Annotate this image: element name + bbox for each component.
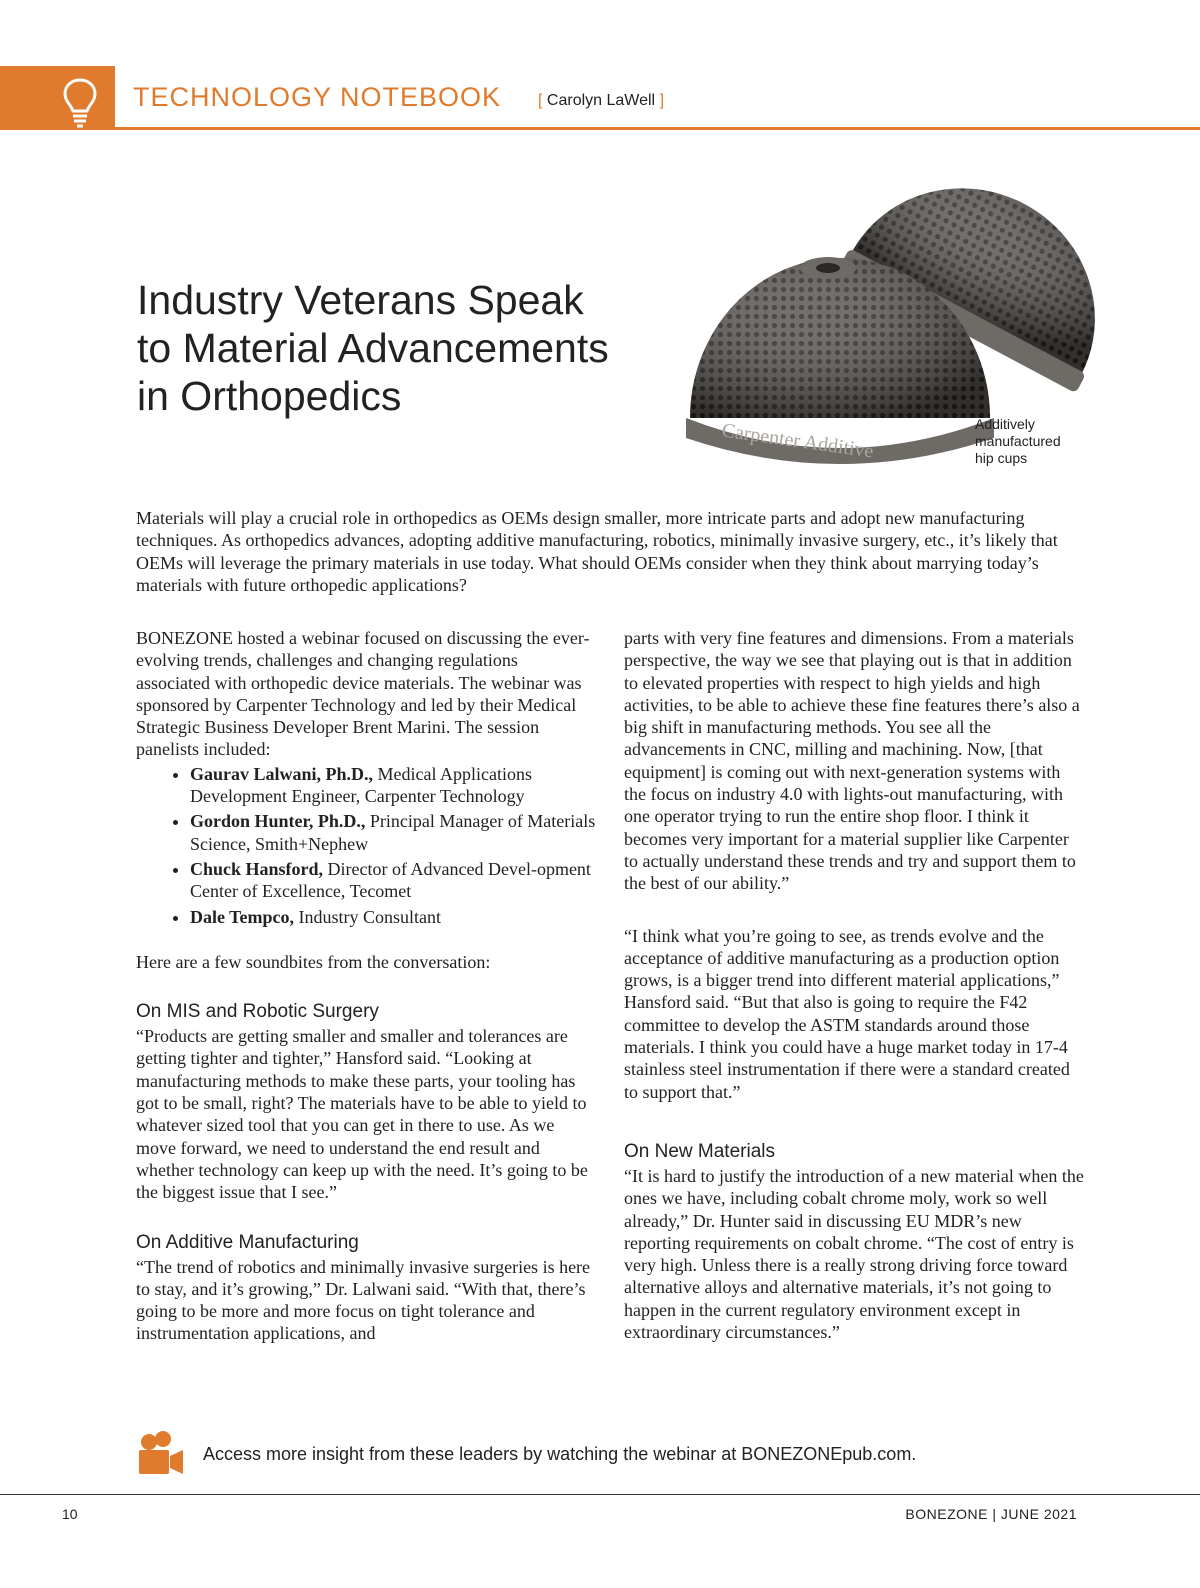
header-rule (0, 127, 1200, 130)
panelist-name: Gordon Hunter, Ph.D., (190, 811, 366, 832)
body-paragraph: parts with very fine features and dimensions. From a materials perspective, the way we see that playing out is that in addition to elevated properties with respect to high yields and high activities, to be able to achieve these fine features there’s also a big shift in manufacturing methods. You see all the advancements in CNC, milling and machining. Now, [that equipment] is coming out with next-generation systems with the focus on industry 4.0 with lights-out manufacturing, with one operator trying to run the entire shop floor. I think it becomes very important for a material supplier like Carpenter to actually understand these trends and try and support them to the best of our ability.” (624, 628, 1080, 894)
caption-line: Additively (975, 416, 1035, 432)
body-paragraph: “I think what you’re going to see, as trends evolve and the acceptance of additive manufacturing as a production option grows, is a bigger trend into different material applications,” Hansford said. “But that also is going to require the F42 committee to develop the ASTM standards around those materials. I think you could have a huge market today in 17-4 stainless steel instrumentation if there were a standard created to support that.” (624, 925, 1070, 1102)
subheading: On Additive Manufacturing (136, 1231, 359, 1253)
body-paragraph: BONEZONE hosted a webinar focused on discussing the ever-evolving trends, challenges and changing regulations associated with orthopedic device materials. The webinar was sponsored by Carpenter Technology and led by their Medical Strategic Business Developer Brent Marini. The session panelists included: (136, 628, 590, 760)
photo-engraving: Carpenter Additive (720, 419, 875, 463)
panelist-role: Industry Consultant (294, 906, 442, 927)
lightbulb-icon (60, 76, 100, 128)
bracket-open: [ (538, 92, 543, 109)
subheading: On New Materials (624, 1140, 775, 1162)
webinar-note: Access more insight from these leaders by watching the webinar at BONEZONEpub.com. (203, 1444, 917, 1464)
page-number: 10 (62, 1506, 78, 1522)
body-paragraph: Here are a few soundbites from the conversation: (136, 951, 491, 972)
author-byline (538, 92, 664, 110)
body-paragraph: “It is hard to justify the introduction of a new material when the ones we have, including cobalt chrome moly, work so well already,” Dr. Hunter said in discussing EU MDR’s new reporting requirements on cobalt chrome. “The cost of entry is very high. Unless there is a really strong driving force toward alternative alloys and alternative materials, it’s not going to happen in the current regulatory environment except in extraordinary circumstances.” (624, 1165, 1084, 1343)
caption-line: manufactured (975, 433, 1061, 449)
author-name: Carolyn LaWell (546, 92, 656, 109)
panelist-name: Chuck Hansford, (190, 858, 324, 879)
footer-rule (0, 1494, 1200, 1495)
panelist-item (190, 810, 596, 855)
title-line: to Material Advancements (137, 325, 609, 371)
caption-line: hip cups (975, 450, 1028, 466)
panelist-item (190, 763, 596, 808)
panelist-role: Principal Manager of Materials Science, Smith+Nephew (190, 811, 596, 854)
panelist-list (136, 763, 596, 928)
panelist-name: Dale Tempco, (190, 906, 295, 927)
bracket-close: ] (659, 92, 665, 109)
panelist-item (190, 858, 596, 903)
intro-paragraph: Materials will play a crucial role in orthopedics as OEMs design smaller, more intricate parts and adopt new manufacturing techniques. As orthopedics advances, adopting additive manufacturing, robotics, minimally invasive surgery, etc., it’s likely that OEMs will leverage the primary materials in use today. What should OEMs consider when they think about marrying today’s materials with future orthopedic applications? (136, 508, 1058, 595)
title-line: in Orthopedics (137, 373, 402, 419)
publication-info: BONEZONE | JUNE 2021 (905, 1506, 1077, 1522)
subheading: On MIS and Robotic Surgery (136, 1001, 379, 1023)
panelist-role: Medical Applications Development Engineer, Carpenter Technology (190, 763, 532, 807)
title-line: Industry Veterans Speak (137, 277, 584, 323)
panelist-item (190, 906, 596, 928)
section-title: TECHNOLOGY NOTEBOOK (133, 82, 502, 112)
article-title (137, 276, 697, 420)
left-column (136, 627, 596, 1345)
photo-caption (975, 416, 1061, 467)
body-paragraph: “The trend of robotics and minimally invasive surgeries is here to stay, and it’s growing,” Dr. Lalwani said. “With that, there’s going to be more and more focus on tight tolerance and instrumentation applications, and (136, 1256, 591, 1344)
body-paragraph: “Products are getting smaller and smaller and tolerances are getting tighter and tighter,” Hansford said. “Looking at manufacturing methods to make these parts, your tooling has got to be small, right? The materials have to be able to yield to whatever sized tool that you can get in there to use. As we move forward, we need to understand the end result and whether technology can keep up with the need. It’s going to be the biggest issue that I see.” (136, 1026, 588, 1203)
panelist-role: Director of Advanced Devel-opment Center of Excellence, Tecomet (190, 858, 591, 902)
panelist-name: Gaurav Lalwani, Ph.D., (190, 763, 374, 784)
right-column (624, 627, 1084, 1343)
video-camera-icon (135, 1430, 185, 1476)
